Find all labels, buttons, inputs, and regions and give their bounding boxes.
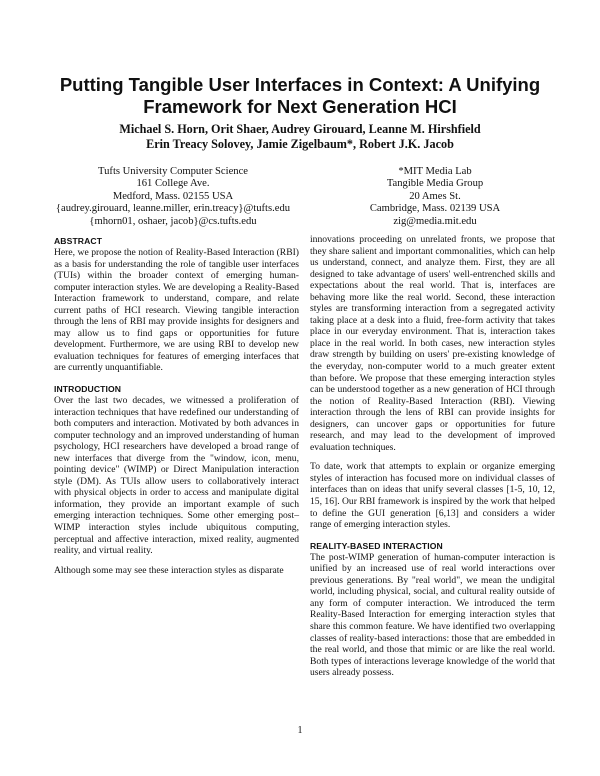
page-number: 1 [297,725,303,736]
affiliation-line: Medford, Mass. 02155 USA [112,190,234,202]
affiliation-line: Tufts University Computer Science [98,166,248,177]
introduction-paragraph: To date, work that attempts to explain or organize emerging styles of interaction has focused more on individual classes of interfaces than on ideas that unify several classes [1-5, 10, 12, 15, 16]. Our RBI framework is inspired by the work that helped to define the GUI generation [6,13] and considers a wider range of emerging interaction styles. [310,461,555,531]
affiliation-line: 20 Ames St. [409,190,461,202]
right-column [310,234,555,679]
affiliation-line: Cambridge, Mass. 02139 USA [369,203,501,215]
introduction-paragraph: Over the last two decades, we witnessed a proliferation of interaction techniques that have redefined our understanding of both computers and interaction. Motivated by both advances in computer technology and an improved understanding of human psychology, HCI researchers have developed a broad range of new interfaces that diverge from the "window, icon, menu, pointing device" (WIMP) or Direct Manipulation interaction style (DM). As TUIs allow users to collaboratively interact with physical objects in order to access and manipulate digital information, they provide an important example of such emerging interaction techniques. Some other emerging post–WIMP interaction styles include ubiquitous computing, perceptual and affective interaction, mixed reality, augmented reality, and virtual reality. [54,395,299,557]
affiliation-line: Tangible Media Group [386,178,484,190]
affiliation-email: {audrey.girouard, leanne.miller, erin.treacy}@tufts.edu [55,203,291,215]
paper-title [40,74,560,118]
affiliation-line: 161 College Ave. [136,178,210,190]
introduction-paragraph: Although some may see these interaction styles as disparate [54,564,284,576]
author-list [40,122,560,152]
introduction-heading: INTRODUCTION [54,384,122,395]
abstract-heading: ABSTRACT [54,236,103,246]
title-line: Framework for Next Generation HCI [143,96,457,117]
left-column [54,236,299,576]
affiliation-tufts [42,166,304,228]
author-line: Michael S. Horn, Orit Shaer, Audrey Girouard, Leanne M. Hirshfield [119,122,481,136]
author-line: Erin Treacy Solovey, Jamie Zigelbaum*, Robert J.K. Jacob [146,137,454,151]
affiliation-mit [310,166,560,228]
rbi-heading: REALITY-BASED INTERACTION [310,540,443,551]
introduction-paragraph-continued: innovations proceeding on unrelated fronts, we propose that they share salient and important commonalities, which can help us understand, connect, and analyze them. First, they are all designed to take advantage of users' well-entrenched skills and expectations about the real world. That is, interfaces are behaving more like the real world. Second, these interaction styles are transforming interaction from a segregated activity taking place at a desk into a fluid, free-form activity that takes place in our everyday environment. That is, interaction takes place in the real world. In both cases, new interaction styles draw strength by building on users' pre-existing knowledge of the everyday, non-computer world to a much greater extent than before. We propose that these emerging interaction styles can be understood together as a new generation of HCI through the notion of Reality-Based Interaction (RBI). Viewing interaction through the lens of RBI can provide insights for designers, can uncover gaps or opportunities for future research, and may lead to the development of improved evaluation techniques. [310,234,555,453]
affiliation-email: zig@media.mit.edu [393,215,477,227]
rbi-text: The post-WIMP generation of human-computer interaction is unified by an increased use of real world interactions over previous generations. By "real world", we mean the undigital world, including physical, social, and cultural reality outside of any form of computer interaction. We introduced the term Reality-Based Interaction for emerging interaction styles that share this common feature. We have identified two overlapping classes of reality-based interactions: those that are embedded in the real world, and those that mimic or are like the real world. Both types of interactions leverage knowledge of the world that users already possess. [310,551,555,679]
affiliation-line: *MIT Media Lab [398,166,472,177]
title-line: Putting Tangible User Interfaces in Context: A Unifying [59,74,541,95]
abstract-text: Here, we propose the notion of Reality-Based Interaction (RBI) as a basis for understanding the role of tangible user interfaces (TUIs) within the broader context of emerging human-computer interaction styles. We are developing a Reality-Based Interaction framework to understand, compare, and relate current paths of HCI research. Viewing tangible interaction through the lens of RBI may provide insights for designers and may allow us to find gaps or opportunities for future development. Furthermore, we are using RBI to develop new evaluation techniques for features of emerging interfaces that are currently unquantifiable. [54,247,299,374]
affiliation-email: {mhorn01, oshaer, jacob}@cs.tufts.edu [89,215,257,227]
